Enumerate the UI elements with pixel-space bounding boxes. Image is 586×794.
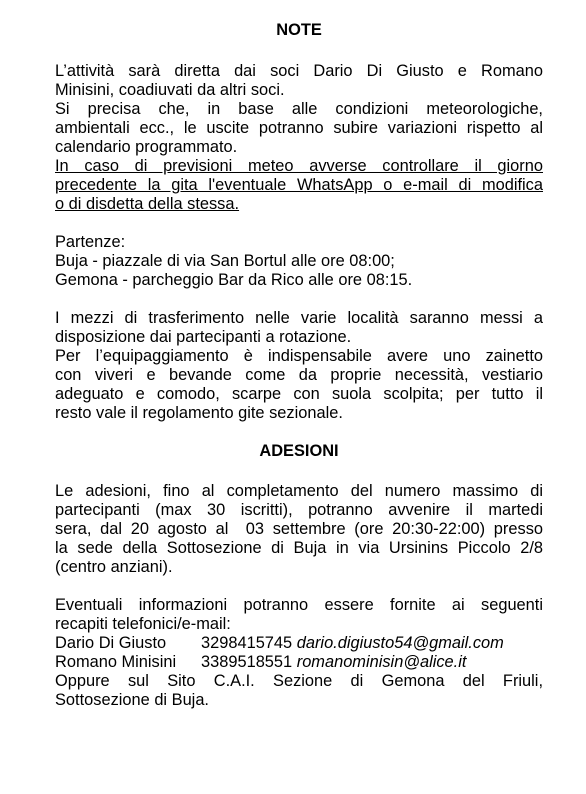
adesioni-line: sera, dal 20 agosto al 03 settembre (ore 20:30-22:00) presso [55,520,543,538]
document-page [55,20,543,710]
contact-email[interactable]: romanominisin@alice.it [296,653,467,671]
note-line: calendario programmato. [55,138,238,156]
note-heading: NOTE [276,21,322,39]
equipment-line: con viveri e bevande come da proprie necessità, vestiario [55,366,543,384]
contact-row [55,653,543,672]
adesioni-line: (centro anziani). [55,558,173,576]
adesioni-line: la sede della Sottosezione di Buja in via Ursinins Piccolo 2/8 [55,539,543,557]
adesioni-paragraph [55,482,543,577]
weather-warning-line: precedente la gita l'eventuale WhatsApp o e-mail di modifica [55,176,543,194]
weather-warning-line: In caso di previsioni meteo avverse controllare il giorno [55,157,543,175]
note-line: Minisini, coadiuvati da altri soci. [55,81,285,99]
note-line: Si precisa che, in base alle condizioni meteorologiche, [55,100,543,118]
note-line: L’attività sarà diretta dai soci Dario Di Giusto e Romano [55,62,543,80]
equipment-line: resto vale il regolamento gite sezionale. [55,404,343,422]
info-line: recapiti telefonici/e-mail: [55,615,231,633]
transport-line: disposizione dai partecipanti a rotazione. [55,328,352,346]
closing-line: Oppure sul Sito C.A.I. Sezione di Gemona del Friuli, [55,672,543,690]
departures-section [55,233,543,290]
contact-row [55,634,543,653]
weather-warning-line: o di disdetta della stessa. [55,195,240,213]
contact-name: Dario Di Giusto [55,634,167,652]
contact-email[interactable]: dario.digiusto54@gmail.com [296,634,504,652]
info-line: Eventuali informazioni potranno essere fornite ai seguenti [55,596,543,614]
contact-name: Romano Minisini [55,653,177,671]
note-intro-paragraph [55,62,543,214]
equipment-paragraph [55,347,543,423]
departures-title: Partenze: [55,233,126,251]
contact-phone: 3298415745 [201,634,293,652]
equipment-line: Per l’equipaggiamento è indispensabile avere uno zainetto [55,347,543,365]
closing-line: Sottosezione di Buja. [55,691,209,709]
departure-item: Buja - piazzale di via San Bortul alle ore 08:00; [55,252,395,270]
contact-info-section [55,596,543,710]
equipment-line: adeguato e comodo, scarpe con suola scolpita; per tutto il [55,385,543,403]
adesioni-line: partecipanti (max 30 iscritti), potranno avvenire il martedi [55,501,543,519]
transport-paragraph [55,309,543,347]
departure-item: Gemona - parcheggio Bar da Rico alle ore 08:15. [55,271,413,289]
note-line: ambientali ecc., le uscite potranno subire variazioni rispetto al [55,119,543,137]
transport-line: I mezzi di trasferimento nelle varie località saranno messi a [55,309,543,327]
adesioni-heading: ADESIONI [259,442,339,460]
adesioni-line: Le adesioni, fino al completamento del numero massimo di [55,482,543,500]
contact-phone: 3389518551 [201,653,293,671]
